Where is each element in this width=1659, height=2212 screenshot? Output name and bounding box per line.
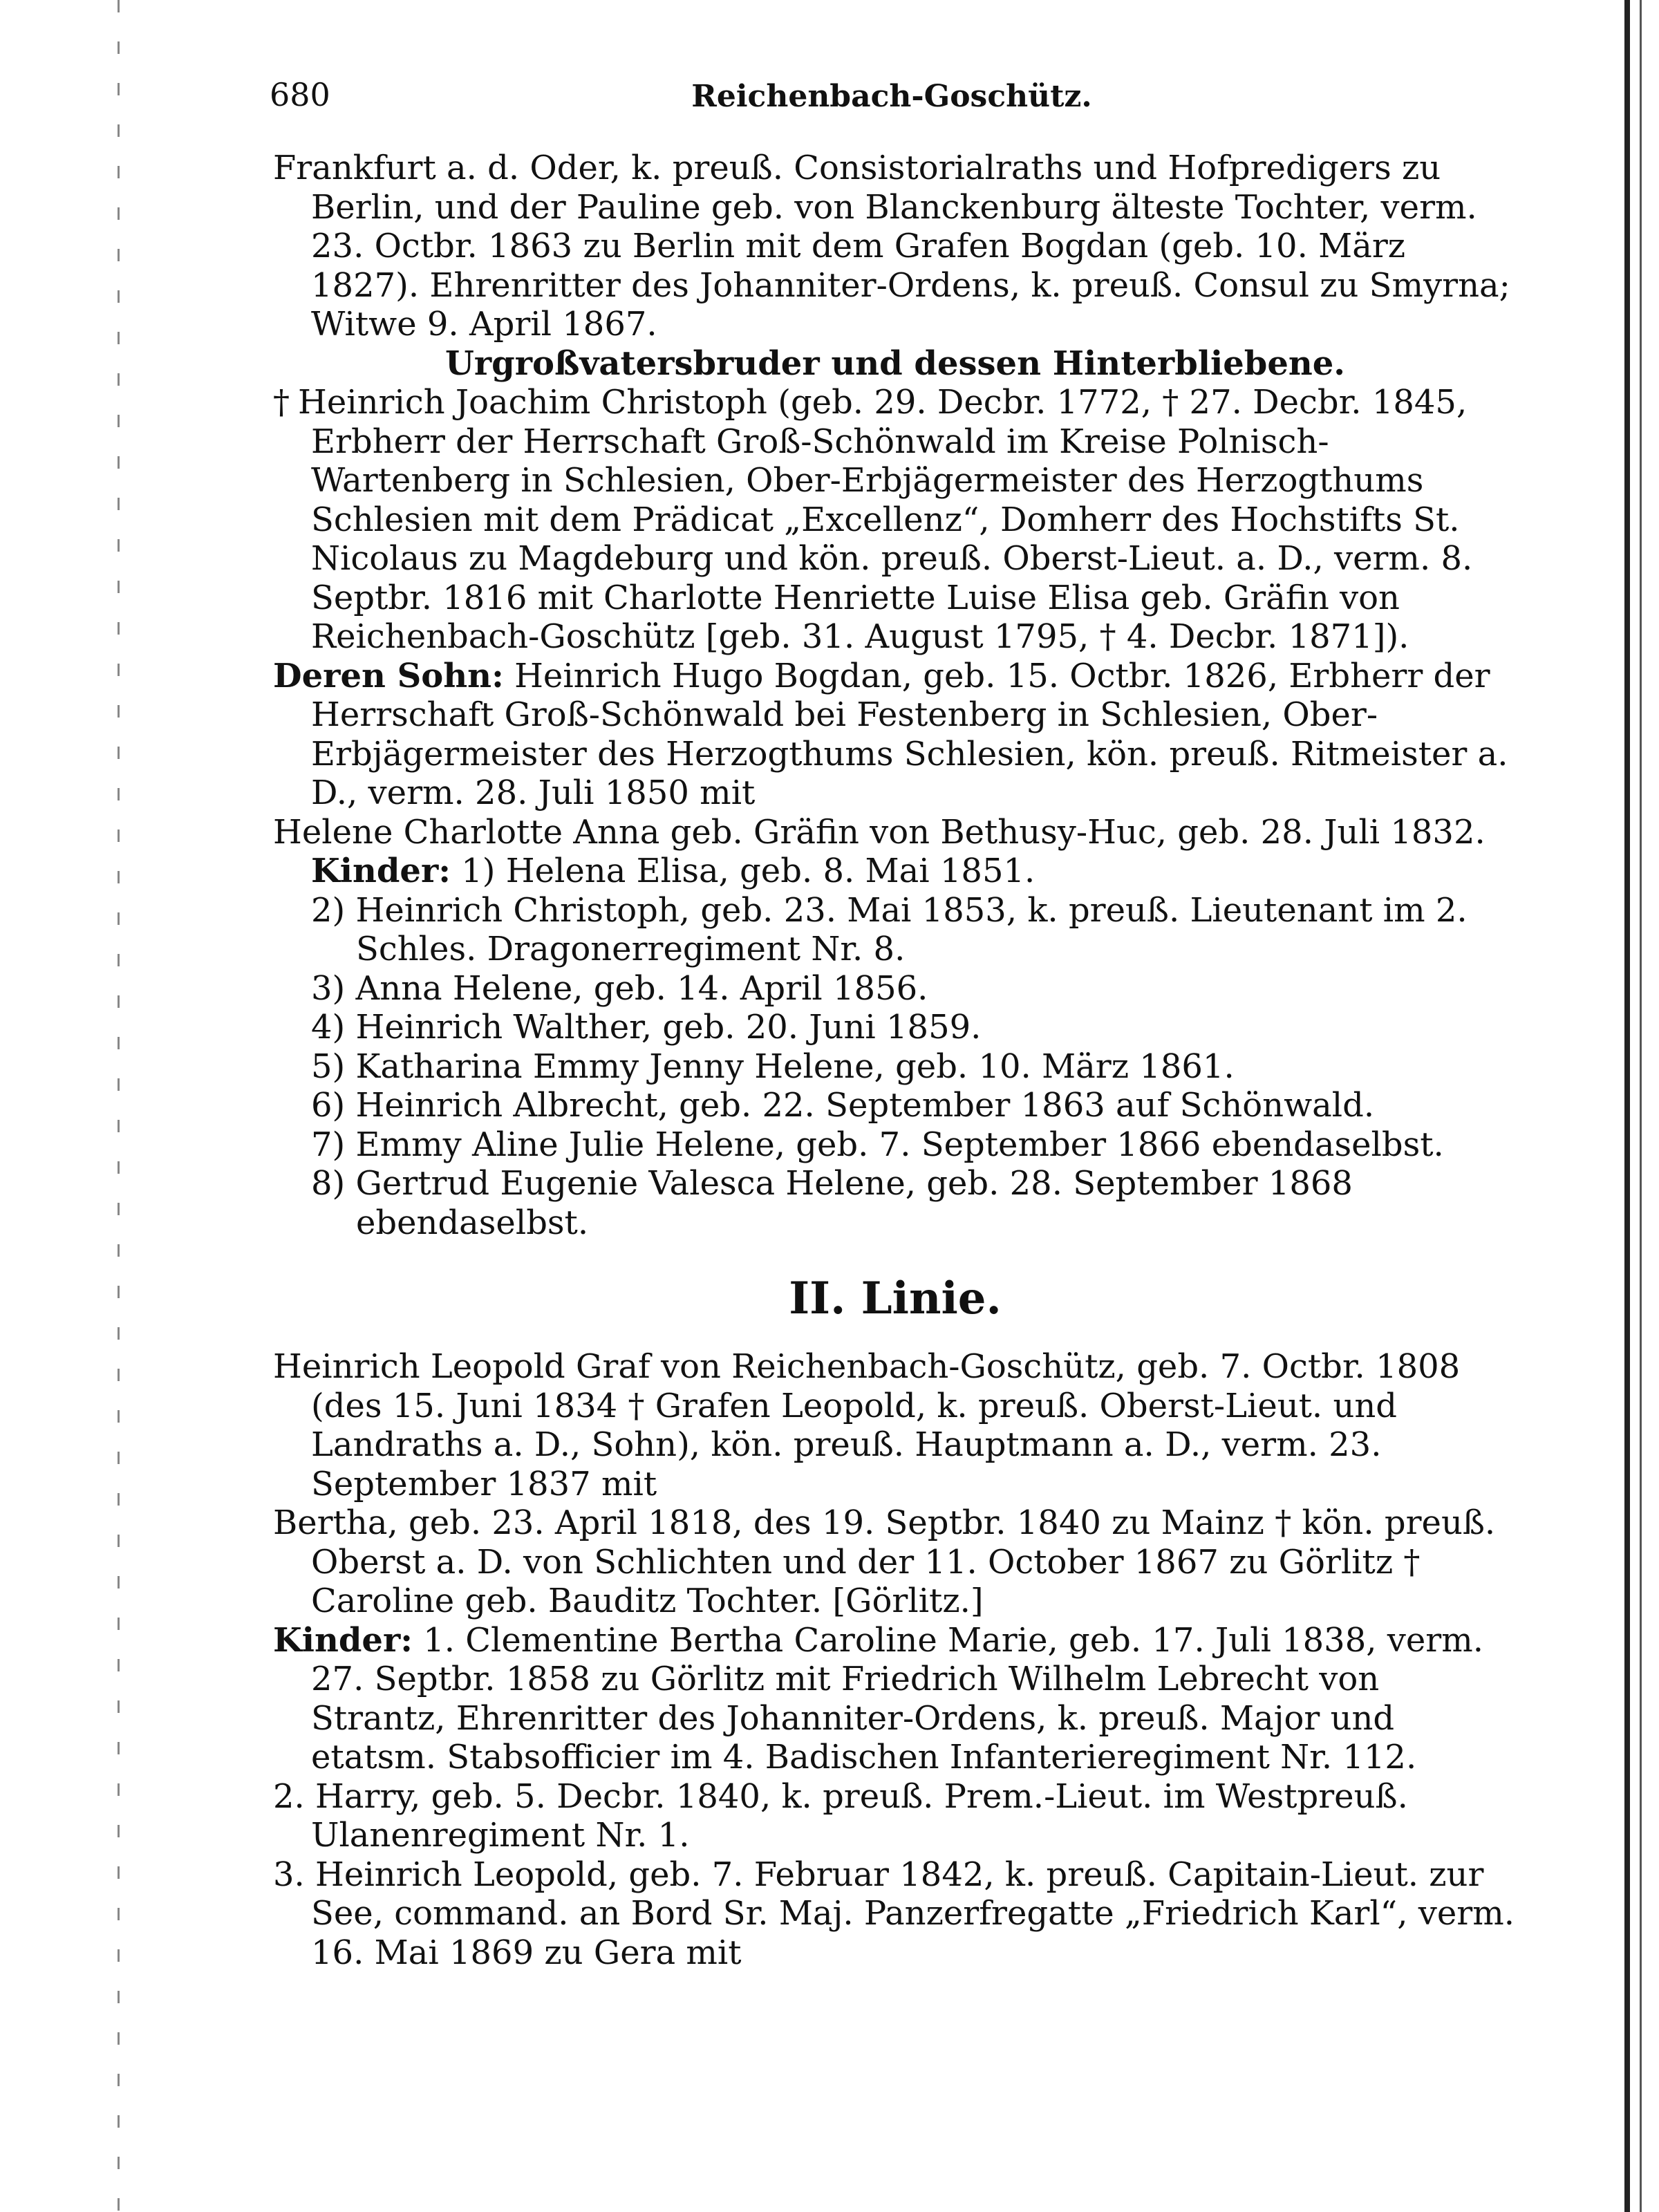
running-title: Reichenbach-Goschütz. — [691, 79, 1092, 114]
son-label: Deren Sohn: — [273, 656, 504, 695]
section2-wife: Bertha, geb. 23. April 1818, des 19. Septbr. 1840 zu Mainz † kön. preuß. Oberst a. D. von Schlichten und der 11. October 1867 zu Görlitz † Caroline geb. Bauditz Tochter. [Görlitz.] — [273, 1503, 1496, 1620]
section1-entry — [273, 383, 1517, 657]
section2-head-entry: Heinrich Leopold Graf von Reichenbach-Goschütz, geb. 7. Octbr. 1808 (des 15. Juni 1834 † Grafen Leopold, k. preuß. Oberst-Lieut. und Landraths a. D., Sohn), kön. preuß. Hauptmann a. D., verm. 23. September 1837 mit — [273, 1347, 1461, 1503]
child-text: 1. Clementine Bertha Caroline Marie, geb. 17. Juli 1838, verm. 27. Septbr. 1858 zu Görlitz mit Friedrich Wilhelm Lebrecht von Strantz, Ehrenritter des Johanniter-Ordens, k. preuß. Major und etatsm. Stabsofficier im 4. Badischen Infanterieregiment Nr. 112. — [311, 1620, 1483, 1777]
section2-child-item — [273, 1621, 1517, 1777]
section2-heading: II. Linie. — [789, 1273, 1002, 1324]
section1-child-item: 6) Heinrich Albrecht, geb. 22. September 1863 auf Schönwald. — [311, 1086, 1375, 1125]
scan-right-edge-line — [1640, 0, 1642, 2212]
section1-son — [273, 657, 1517, 813]
scan-left-edge — [118, 0, 120, 2212]
section2-child-item: 2. Harry, geb. 5. Decbr. 1840, k. preuß. Prem.-Lieut. im Westpreuß. Ulanenregiment Nr. 1. — [273, 1777, 1408, 1855]
section1-entry-text: Heinrich Joachim Christoph (geb. 29. Decbr. 1772, † 27. Decbr. 1845, Erbherr der Herrschaft Groß-Schönwald im Kreise Polnisch-Wartenberg in Schlesien, Ober-Erbjägermeister des Herzogthums Schlesien mit dem Prädicat „Excellenz“, Domherr des Hochstifts St. Nicolaus zu Magdeburg und kön. preuß. Oberst-Lieut. a. D., verm. 8. Septbr. 1816 mit Charlotte Henriette Luise Elisa geb. Gräfin von Reichenbach-Goschütz [geb. 31. August 1795, † 4. Decbr. 1871]). — [298, 383, 1473, 656]
page-header — [270, 76, 1514, 124]
scan-right-edge — [1624, 0, 1630, 2212]
section2-child-item: 3. Heinrich Leopold, geb. 7. Februar 1842, k. preuß. Capitain-Lieut. zur See, command. an Bord Sr. Maj. Panzerfregatte „Friedrich Karl“, verm. 16. Mai 1869 zu Gera mit — [273, 1855, 1515, 1972]
section1-heading: Urgroßvatersbruder und dessen Hinterbliebene. — [444, 344, 1346, 383]
section1-child-item: 4) Heinrich Walther, geb. 20. Juni 1859. — [311, 1008, 982, 1047]
child-text: 1) Helena Elisa, geb. 8. Mai 1851. — [461, 852, 1035, 890]
dagger-mark: † — [273, 383, 290, 422]
section1-child-item — [311, 852, 1517, 891]
section1-child-item: 3) Anna Helene, geb. 14. April 1856. — [311, 968, 928, 1008]
section1-wife: Helene Charlotte Anna geb. Gräfin von Bethusy-Huc, geb. 28. Juli 1832. — [273, 812, 1485, 852]
section1-child-item: 2) Heinrich Christoph, geb. 23. Mai 1853, k. preuß. Lieutenant im 2. Schles. Dragonerregiment Nr. 8. — [311, 890, 1468, 968]
section1-child-item: 5) Katharina Emmy Jenny Helene, geb. 10. März 1861. — [311, 1047, 1235, 1086]
son-text: Heinrich Hugo Bogdan, geb. 15. Octbr. 1826, Erbherr der Herrschaft Groß-Schönwald bei Festenberg in Schlesien, Ober-Erbjägermeister des Herzogthums Schlesien, kön. preuß. Ritmeister a. D., verm. 28. Juli 1850 mit — [311, 656, 1508, 812]
opening-paragraph: Frankfurt a. d. Oder, k. preuß. Consistorialraths und Hofpredigers zu Berlin, und der Pauline geb. von Blanckenburg älteste Tochter, verm. 23. Octbr. 1863 zu Berlin mit dem Grafen Bogdan (geb. 10. März 1827). Ehrenritter des Johanniter-Ordens, k. preuß. Consul zu Smyrna; Witwe 9. April 1867. — [273, 149, 1510, 344]
section1-child-item: 8) Gertrud Eugenie Valesca Helene, geb. 28. September 1868 ebendaselbst. — [311, 1164, 1353, 1242]
children-label: Kinder: — [311, 852, 451, 890]
page-number: 680 — [270, 76, 330, 113]
section1-child-item: 7) Emmy Aline Julie Helene, geb. 7. September 1866 ebendaselbst. — [311, 1125, 1444, 1164]
page-body — [273, 149, 1517, 1972]
section1-children — [273, 852, 1517, 1242]
children-label: Kinder: — [273, 1620, 413, 1660]
